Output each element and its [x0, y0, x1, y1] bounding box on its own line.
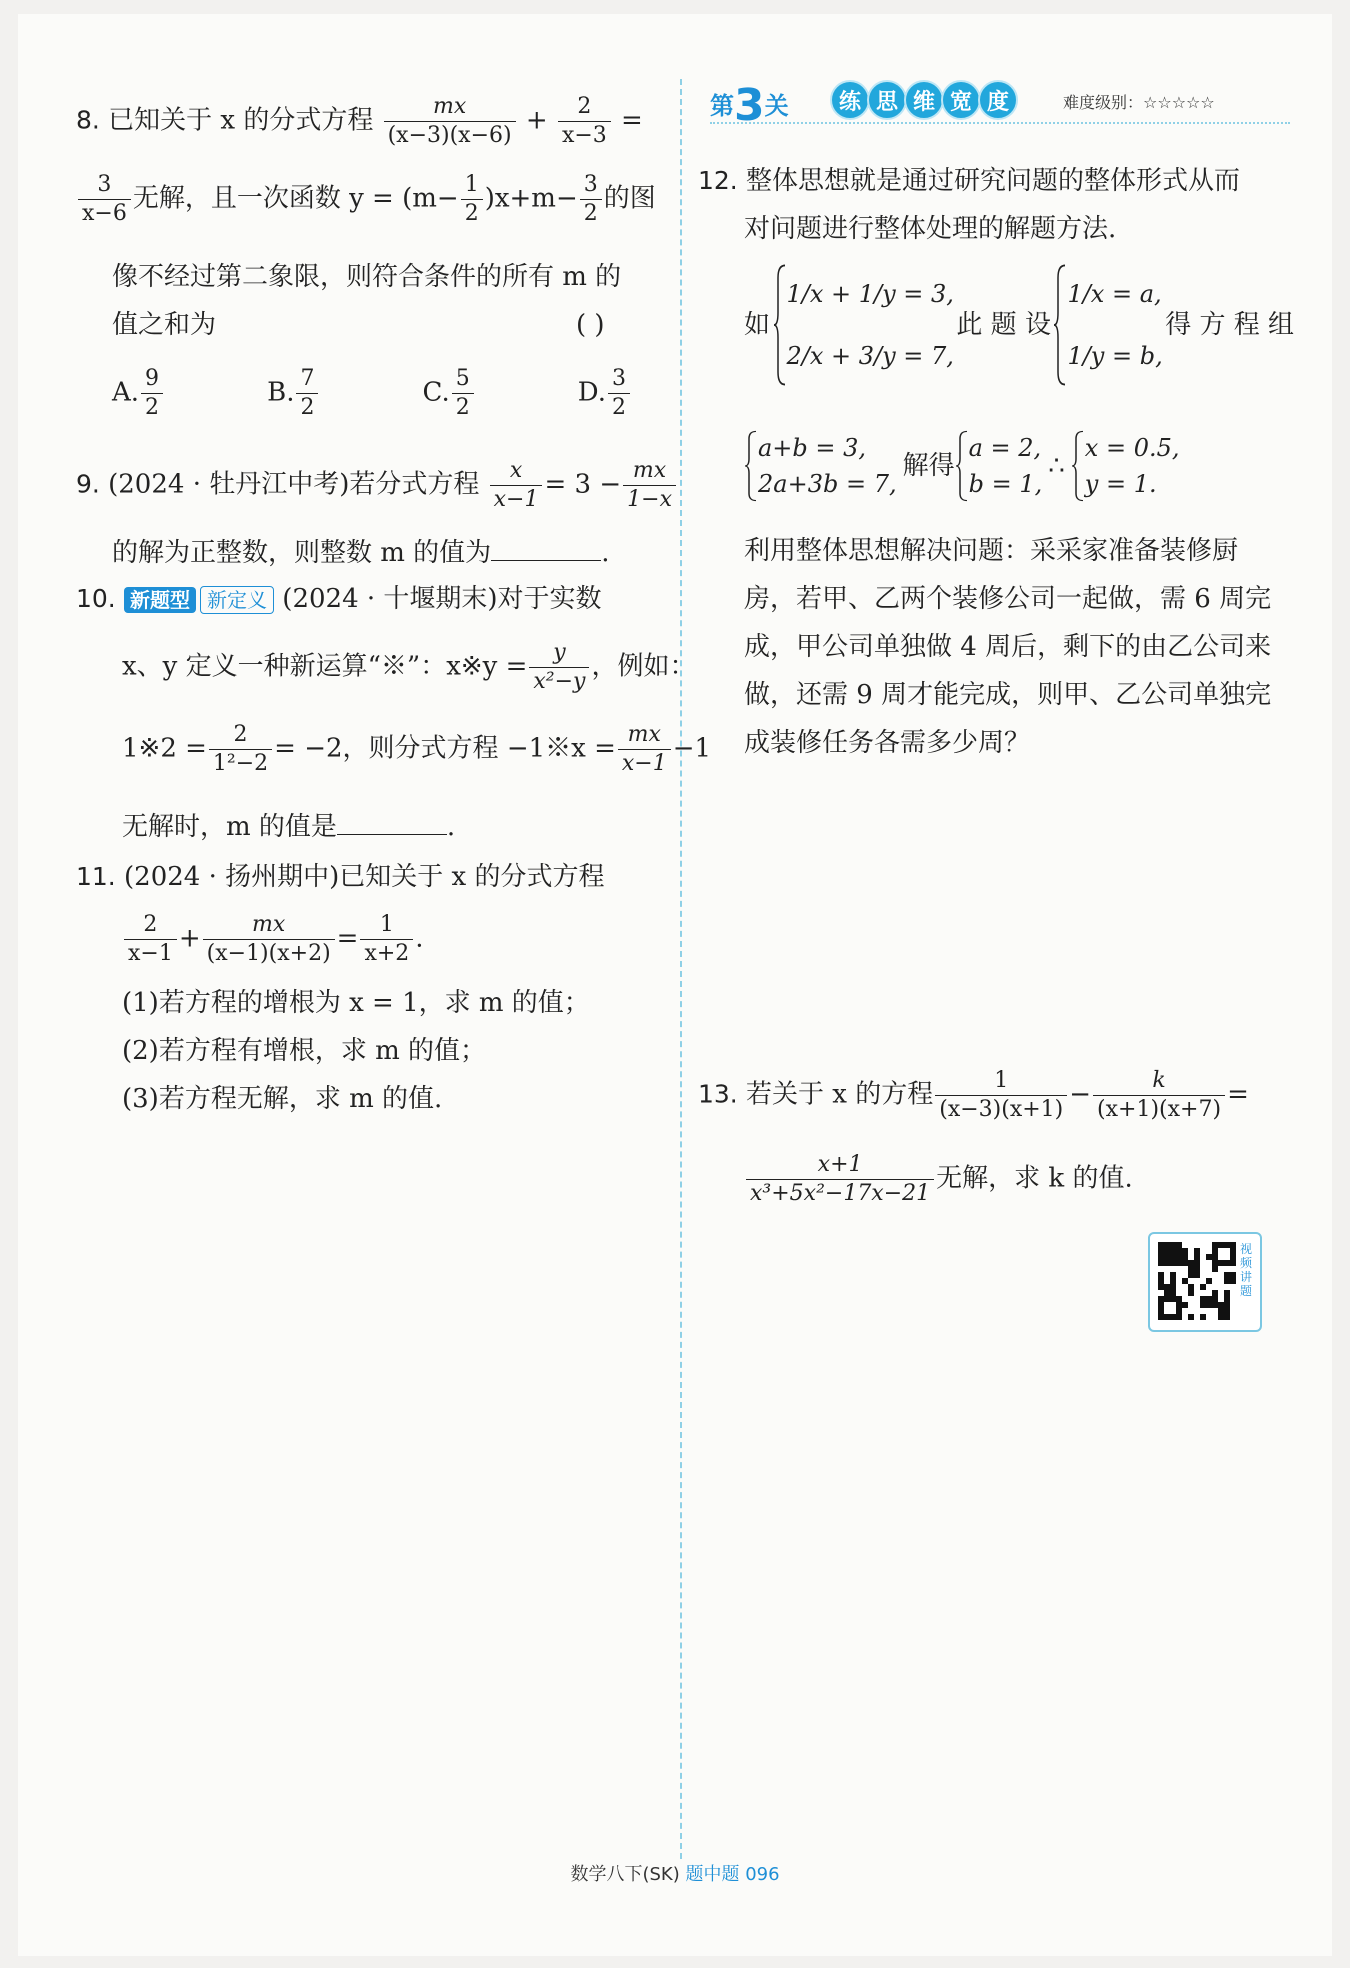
video-lesson-label: 视频讲题 [1240, 1242, 1253, 1298]
options [112, 368, 632, 419]
answer-paren: ( ) [576, 310, 605, 340]
book-title: 数学八下(SK) [570, 1864, 680, 1885]
qr-code-image [1158, 1242, 1236, 1320]
option-d: D. $\frac{3}{2}$ [578, 368, 632, 419]
page-number: 题中题 096 [685, 1864, 780, 1885]
fraction: $\frac{mx}{(x-1)(x+2)}$ [203, 914, 335, 965]
fraction: $\frac{mx}{1-x}$ [623, 460, 676, 511]
fraction: $\frac{1}{(x-3)(x+1)}$ [935, 1070, 1067, 1121]
new-type-tag: 新题型 [124, 587, 196, 613]
fraction: $\frac{3}{2}$ [580, 174, 602, 225]
question-number: 12. [698, 166, 738, 195]
question-number: 10. [76, 584, 116, 613]
sub-question-1: (1)若方程的增根为 x = 1，求 m 的值； [122, 988, 590, 1018]
fraction: $\frac{mx}{x-1}$ [618, 724, 671, 775]
page-footer [18, 1860, 1332, 1886]
fraction: $\frac{2}{\text{1²−2}}$ [209, 724, 272, 775]
equation-system: x = 0.5, y = 1. [1071, 430, 1180, 502]
fraction: $\frac{k}{(x+1)(x+7)}$ [1093, 1070, 1225, 1121]
section-header [698, 14, 1298, 131]
fraction: $\frac{x+1}{\text{x³+5x²−17x−21}}$ [746, 1154, 934, 1205]
option-c: C. $\frac{5}{2}$ [423, 368, 476, 419]
fraction: $\frac{3}{x-6}$ [78, 174, 131, 225]
fraction: $\frac{1}{2}$ [461, 174, 483, 225]
question-number: 13. [698, 1079, 738, 1109]
equation-system: a = 2, b = 1, [955, 430, 1043, 502]
qr-module [1230, 1314, 1236, 1320]
question-number: 11. [76, 862, 116, 891]
option-b: B. $\frac{7}{2}$ [267, 368, 320, 419]
new-definition-tag: 新定义 [200, 586, 274, 614]
substitution-system: 1/x = a, 1/y = b, [1053, 263, 1162, 387]
option-a: A. $\frac{9}{2}$ [112, 368, 165, 419]
system-example: 如 1/x + 1/y = 3, 2/x + 3/y = 7, 此 题 设 1/x = a, 1/y = b, 得 方 程 组 [744, 260, 1294, 390]
column-divider [680, 79, 682, 1859]
sub-question-2: (2)若方程有增根，求 m 的值； [122, 1036, 487, 1066]
question-number: 8. [76, 105, 100, 135]
fraction: $\frac{2}{x-3}$ [558, 96, 611, 147]
solution-chain: a+b = 3, 2a+3b = 7, 解得 a = 2, b = 1, ∴ x = 0.5, y = 1. [744, 428, 1180, 504]
question-number: 9. [76, 469, 100, 499]
section-badge: 练 思 维 宽 度 [830, 80, 1015, 120]
difficulty-rating: 难度级别：☆☆☆☆☆ [1063, 93, 1215, 112]
level-title: 第3关 [710, 80, 789, 131]
sub-question-3: (3)若方程无解，求 m 的值. [122, 1084, 443, 1114]
equation-system: a+b = 3, 2a+3b = 7, [744, 430, 897, 502]
answer-blank [337, 808, 447, 835]
fraction: $\frac{mx}{(x-3)(x-6)}$ [384, 96, 516, 147]
header-rule [710, 122, 1290, 124]
fraction: $\frac{y}{\text{x²−y}}$ [529, 642, 589, 693]
fraction: $\frac{1}{x+2}$ [360, 914, 413, 965]
workbook-page: 8. 已知关于 x 的分式方程 $\frac{mx}{(x-3)(x-6)}$ + $\frac{2}{x-3}$ = $\frac{3}{x-6}$ 无解，且一次函数 y = (m− $\frac{1}{2}$ )x+m− $\frac{3}{2}$ 的图 像不经过第二象限，则符合条件的所有 m 的 值之和为 ( ) A. $\frac{9}{2}$ B. $\frac{7}{2}$ C. $\frac{5}{2}$ D. $\frac{3}{2}$ 9. (2024 · 牡丹江中考)若分式方程 $\frac{x}{x-1}$ = 3 − $\frac{mx}{1-x}$ 的解为正整数，则整数 m 的值为 . 10. 新题型 新定义 (2024 · 十堰期末)对于实数 x、y 定义一种新运算“※”：x※y = $\frac{y}{\text{x²−y}}$ ，例如： 1※2 = $\frac{2}{\text{1²−2}}$ = −2，则分式方程 −1※x = $\frac{mx}{x-1}$ −1 无解时，m 的值是 . 11. (2024 · 扬州期中)已知关于 x 的分式方程 $\frac{2}{x-1}$ + $\frac{mx}{(x-1)(x+2)}$ = $\frac{1}{x+2}$ . (1)若方程的增根为 x = 1，求 m 的值； (2)若方程有增根，求 m 的值； (3)若方程无解，求 m 的值. 第3关 练 思 维 宽 度 难度级别：☆☆☆☆☆ 12. 整体思想就是通过研究问题的整体形式从而 对问题进行整体处理的解题方法. 如 1/x + 1/y = 3, 2/x + 3/y = 7, 此 题 设 1/x = a, 1/y = b, 得 方 程 组 a+b = 3, 2a+3b = 7, 解得 a = 2, b = 1, ∴ x = 0.5, y = 1. 利用整体思想解决问题：采采家准备装修厨 房，若甲、乙两个装修公司一起做，需 6 周完 成，甲公司单独做 4 周后，剩下的由乙公司来 做，还需 9 周才能完成，则甲、乙公司单独完 成装修任务各需多少周？ 13. 若关于 x 的方程 $\frac{1}{(x-3)(x+1)}$ − $\frac{k}{(x+1)(x+7)}$ = $\frac{x+1}{\text{x³+5x²−17x−21}}$ 无解，求 k 的值. 视频讲题 数学八下(SK) 题中题 096 [18, 14, 1332, 1956]
question-text: 已知关于 x 的分式方程 [108, 105, 374, 136]
video-qr-code[interactable] [1148, 1232, 1262, 1332]
answer-blank [491, 534, 601, 561]
fraction: $\frac{2}{x-1}$ [124, 914, 177, 965]
equation-system: 1/x + 1/y = 3, 2/x + 3/y = 7, [773, 263, 954, 387]
fraction: $\frac{x}{x-1}$ [490, 460, 543, 511]
